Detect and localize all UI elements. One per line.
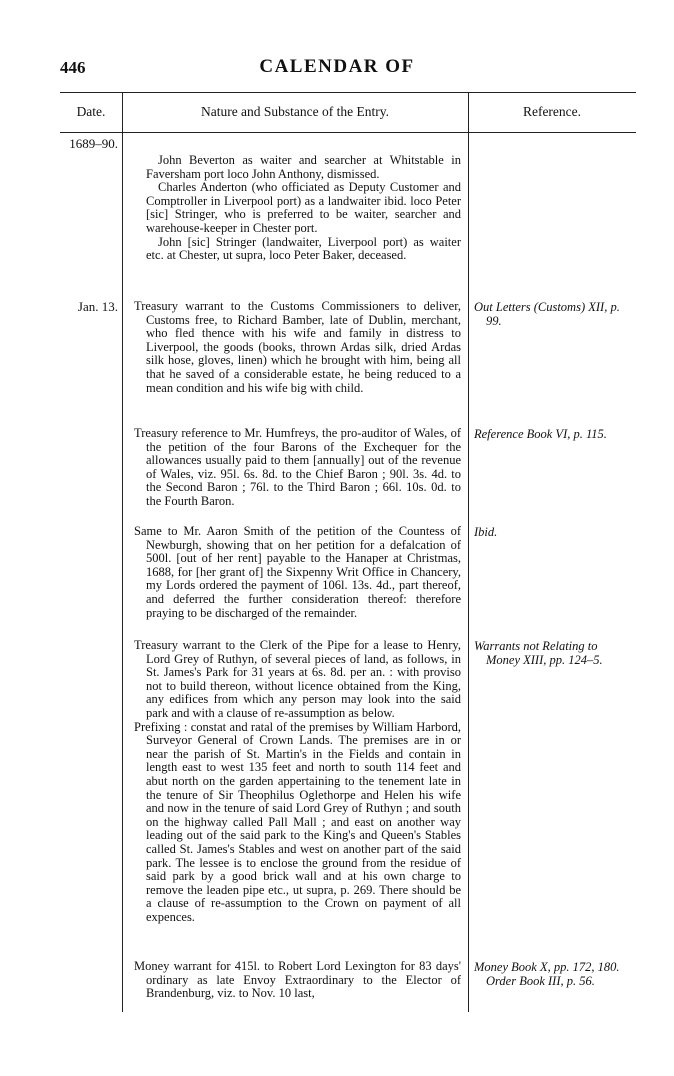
running-title: CALENDAR OF	[259, 56, 415, 77]
entry-paragraph: Charles Anderton (who officiated as Deputy Customer and Comptroller in Liverpool port) as a landwaiter ibid. loco Peter [sic] Stringer, who is preferred to be waiter, searcher and warehouse-keeper in Chester port.	[146, 180, 461, 235]
entry-text	[134, 525, 461, 620]
reference-text: Reference Book VI, p. 115.	[474, 427, 607, 441]
entry-text	[134, 639, 461, 924]
entry-reference	[474, 525, 634, 539]
reference-text: Warrants not Relating to Money XIII, pp. 124–5.	[474, 639, 603, 667]
entry-paragraph: Treasury warrant to the Customs Commissioners to deliver, Customs free, to Richard Bamber, late of Dublin, merchant, who fled thence with his wife and family in distress to Liverpool, the goods (books, thrown Ardas silk, dried Ardas silk hose, gloves, linen) which he brought with him, being all that he saved of a considerable estate, he being reduced to a mean condition and his wife big with child.	[134, 299, 461, 395]
reference-column-rule	[468, 92, 469, 1012]
entry-paragraph: Money warrant for 415l. to Robert Lord Lexington for 83 days' ordinary as late Envoy Extraordinary to the Elector of Brandenburg, viz. to Nov. 10 last,	[134, 959, 461, 1001]
reference-text: Ibid.	[474, 525, 498, 539]
entry-paragraph: John [sic] Stringer (landwaiter, Liverpool port) as waiter etc. at Chester, ut supra, loco Peter Baker, deceased.	[146, 234, 461, 263]
reference-text: Money Book X, pp. 172, 180. Order Book III, p. 56.	[474, 960, 620, 988]
entry-reference	[474, 427, 634, 441]
entry-date: Jan. 13.	[77, 299, 118, 314]
header-bottom-rule	[60, 132, 636, 133]
page-number: 446	[60, 58, 86, 77]
entry-reference	[474, 960, 634, 988]
entry-text	[134, 300, 461, 395]
entry-paragraph: Prefixing : constat and ratal of the premises by William Harbord, Surveyor General of Crown Lands. The premises are in or near the parish of St. Martin's in the Fields and contain in length east to west 135 feet and north to south 114 feet and abut north on the garden appertaining to the tenement late in the tenure of Sir Theophilus Oglethorpe and Helen his wife and now in the tenure of said Lord Grey of Ruthyn ; and south on the highway called Pall Mall ; and east on another way leading out of the said park to the King's and Queen's Stables called St. James's Stables and west on another part of the said park. The lessee is to enclose the ground from the residue of said park by a good brick wall and at his own charge to remove the leaden pipe etc., ut supra, p. 269. There should be a clause of re-assumption to the Crown on payment of all expences.	[134, 719, 461, 924]
date-column-rule	[122, 92, 123, 1012]
entry-reference	[474, 300, 634, 328]
entry-text	[134, 154, 461, 263]
reference-text: Out Letters (Customs) XII, p. 99.	[474, 300, 620, 328]
entry-text	[134, 960, 461, 1001]
entry-paragraph: Same to Mr. Aaron Smith of the petition of the Countess of Newburgh, showing that on her petition for a defalcation of 500l. [out of her rent] payable to the Hanaper at Christmas, 1688, for [her grant of] the Sixpenny Writ Office in Chancery, my Lords ordered the payment of 106l. 13s. 4d., part thereof, and deferred the further consideration thereof: therefore praying to be discharged of the remainder.	[134, 524, 461, 620]
calendar-table	[60, 92, 636, 1012]
entry-paragraph: John Beverton as waiter and searcher at Whitstable in Faversham port loco John Anthony, dismissed.	[146, 153, 461, 181]
column-header-date: Date.	[76, 104, 106, 119]
entry-date: 1689–90.	[69, 136, 118, 151]
entry-paragraph: Treasury warrant to the Clerk of the Pipe for a lease to Henry, Lord Grey of Ruthyn, of several pieces of land, as follows, in St. James's Park for 31 years at 6s. 8d. per an. : with proviso not to build thereon, without licence obtained from the King, any edifices from which any person may look into the said park and with a clause of re-assumption as below.	[134, 638, 461, 720]
entry-reference	[474, 639, 634, 667]
column-header-reference: Reference.	[522, 104, 582, 119]
column-header-nature: Nature and Substance of the Entry.	[200, 104, 390, 119]
entry-paragraph: Treasury reference to Mr. Humfreys, the pro-auditor of Wales, of the petition of the four Barons of the Exchequer for the allowances usually paid to them [annually] out of the revenue of Wales, viz. 95l. 6s. 8d. to the Chief Baron ; 90l. 3s. 4d. to the Second Baron ; 76l. to the Third Baron ; 66l. 10s. 0d. to the Fourth Baron.	[134, 426, 461, 508]
entry-text	[134, 427, 461, 509]
